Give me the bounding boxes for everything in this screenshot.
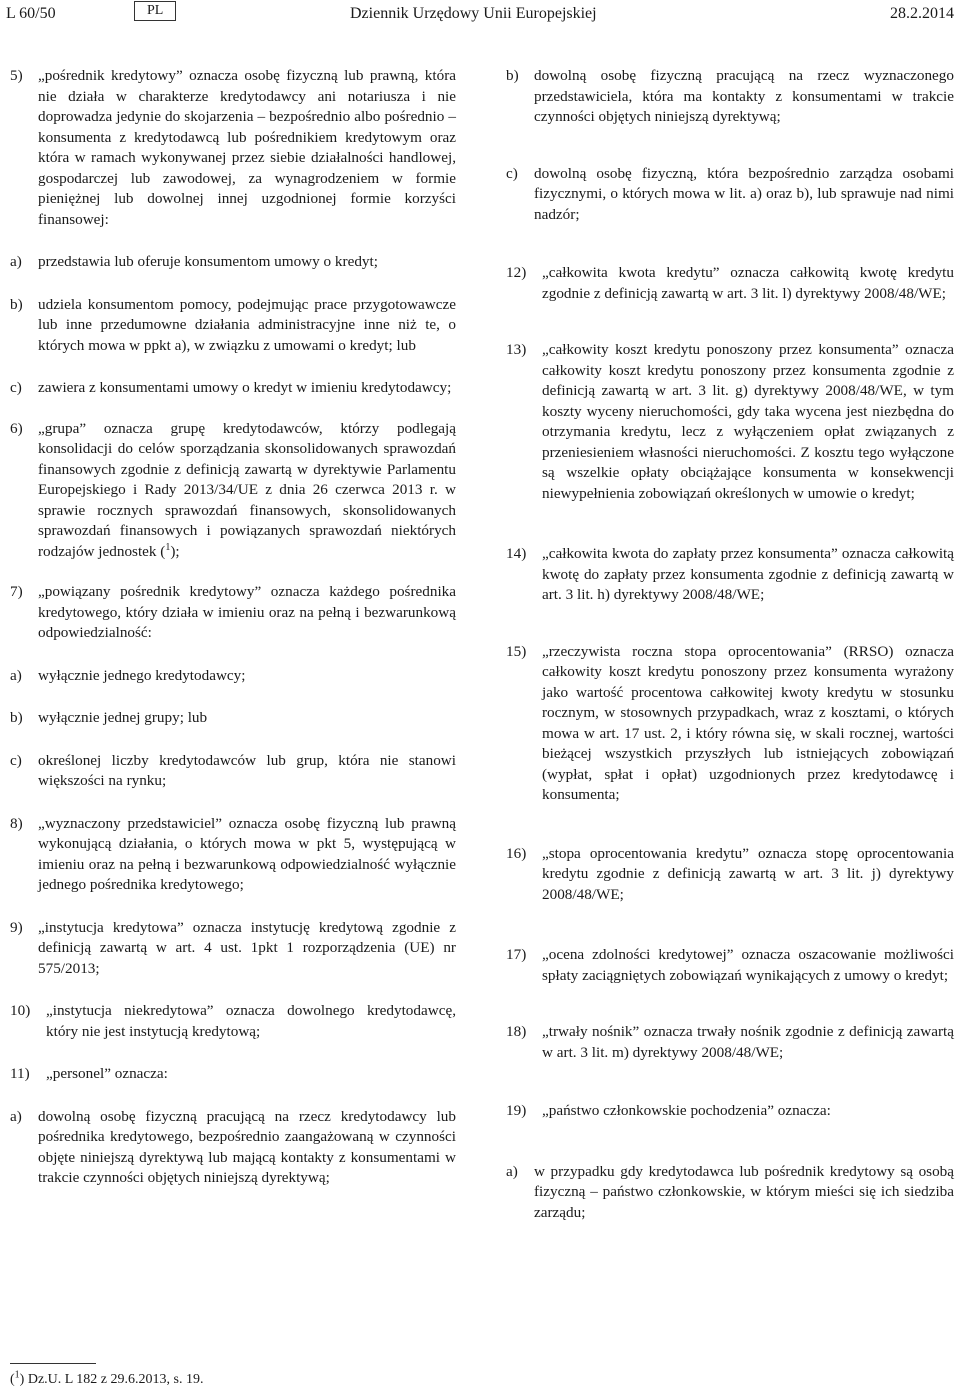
definition-number: 18)	[506, 1023, 527, 1040]
item-letter: c)	[506, 164, 518, 182]
publication-date: 28.2.2014	[890, 5, 954, 22]
definition-number: 16)	[506, 844, 527, 862]
footnote-text: Dz.U. L 182 z 29.6.2013, s. 19.	[24, 1372, 204, 1387]
definition-13	[506, 340, 954, 504]
definition-7a	[10, 666, 456, 687]
footnote-divider	[10, 1363, 96, 1364]
definition-number: 13)	[506, 341, 527, 358]
footnote-marker: 1	[14, 1369, 20, 1381]
definition-number: 15)	[506, 642, 527, 660]
definition-5	[10, 66, 456, 230]
item-letter: b)	[10, 709, 23, 726]
definition-11	[10, 1064, 456, 1085]
definition-number: 6)	[10, 419, 23, 437]
definition-number: 12)	[506, 264, 527, 281]
definition-11c	[506, 164, 954, 226]
definition-text: „całkowity koszt kredytu ponoszony przez konsumenta” oznacza całkowity koszt kredytu ponoszony przez konsumenta zgodnie z definicją zawartą w art. 3 lit. g) dyrektywy 2008/48/WE, w tym koszty wyceny nieruchomości, gdy taka wycena jest niezbędna do otrzymania kredytu, lecz z wyłączeniem opłat związanych z przeniesieniem własności nieruchomości. Z kosztu tego wyłączone są wszelkie opłaty obciążające konsumenta w konsekwencji niewypełnienia zobowiązań określonych w umowie o kredyt;	[542, 341, 954, 502]
definition-7	[10, 582, 456, 644]
definition-8	[10, 814, 456, 896]
definition-number: 19)	[506, 1102, 527, 1119]
definition-5c	[10, 378, 456, 399]
item-text: zawiera z konsumentami umowy o kredyt w imieniu kredytodawcy;	[38, 379, 452, 396]
definition-number: 14)	[506, 545, 527, 562]
item-text: udziela konsumentom pomocy, podejmując prace przygotowawcze lub inne przedumowne działania administracyjne inne niż te, o których mowa w ppkt a), w związku z umowami o kredyt; lub	[38, 295, 456, 354]
definition-17	[506, 945, 954, 986]
page-reference: L 60/50	[6, 5, 56, 22]
definition-text: „grupa” oznacza grupę kredytodawców, którzy podlegają konsolidacji do celów sporządzania skonsolidowanych sprawozdań finansowych zgodnie z definicją zawartą w dyrektywie Parlamentu Europejskiego i Rady 2013/34/UE z dnia 26 czerwca 2013 r. w sprawie rocznych sprawozdań finansowych, skonsolidowanych sprawozdań finansowych i powiązanych sprawozdań niektórych rodzajów jednostek ($^1$);	[38, 419, 456, 560]
item-text: w przypadku gdy kredytodawca lub pośrednik kredytowy są osobą fizyczną – państwo członkowskie, w którym mieści się ich siedziba zarządu;	[534, 1162, 954, 1221]
item-letter: b)	[10, 295, 23, 313]
item-letter: a)	[10, 666, 22, 684]
item-letter: b)	[506, 67, 519, 84]
journal-title: Dziennik Urzędowy Unii Europejskiej	[350, 5, 597, 22]
definition-number: 7)	[10, 583, 23, 600]
footnote: ($^1$) Dz.U. L 182 z 29.6.2013, s. 19.	[10, 1369, 204, 1387]
item-text: wyłącznie jednego kredytodawcy;	[38, 666, 246, 684]
definition-7b	[10, 708, 456, 729]
definition-10	[10, 1001, 456, 1042]
definition-16	[506, 844, 954, 906]
footnote-ref[interactable]: 1	[165, 541, 171, 553]
definition-text: „ocena zdolności kredytowej” oznacza oszacowanie możliwości spłaty zaciągniętych zobowiązań wynikających z umowy o kredyt;	[542, 946, 954, 984]
item-text: określonej liczby kredytodawców lub grup, która nie stanowi większości na rynku;	[38, 751, 456, 789]
item-text: dowolną osobę fizyczną, która bezpośrednio zarządza osobami fizycznymi, o których mowa w lit. a) oraz b), lub sprawuje nad nimi nadzór;	[534, 164, 954, 223]
definition-number: 5)	[10, 67, 23, 84]
right-column	[506, 66, 954, 1223]
definition-text: „powiązany pośrednik kredytowy” oznacza każdego pośrednika kredytowego, który działa w imieniu oraz na pełną i bezwarunkową odpowiedzialność:	[38, 583, 456, 641]
definition-7c	[10, 751, 456, 792]
definition-number: 11)	[10, 1065, 30, 1082]
definition-text: „trwały nośnik” oznacza trwały nośnik zgodnie z definicją zawartą w art. 3 lit. m) dyrektywy 2008/48/WE;	[542, 1023, 954, 1061]
item-letter: a)	[10, 1107, 22, 1125]
definition-6	[10, 419, 456, 563]
definition-5b	[10, 295, 456, 357]
item-text: przedstawia lub oferuje konsumentom umowy o kredyt;	[38, 253, 378, 270]
definition-12	[506, 263, 954, 304]
definition-text: „instytucja kredytowa” oznacza instytucję kredytową zgodnie z definicją zawartą w art. 4 ust. 1pkt 1 rozporządzenia (UE) nr 575/2013;	[38, 918, 456, 977]
definition-text: „personel” oznacza:	[46, 1065, 168, 1082]
definition-19	[506, 1101, 954, 1122]
language-badge: PL	[134, 1, 176, 21]
definition-number: 10)	[10, 1002, 31, 1019]
item-letter: c)	[10, 379, 22, 396]
definition-number: 9)	[10, 918, 23, 936]
item-text: dowolną osobę fizyczną pracującą na rzecz kredytodawcy lub pośrednika kredytowego, bezpośrednio zaangażowaną w czynności objęte niniejszą dyrektywą lub mającą kontakty z konsumentami w trakcie czynności objętych niniejszą dyrektywą;	[38, 1107, 456, 1186]
definition-text: „całkowita kwota do zapłaty przez konsumenta” oznacza całkowitą kwotę do zapłaty przez konsumenta zgodnie z definicją zawartą w art. 3 lit. h) dyrektywy 2008/48/WE;	[542, 545, 954, 603]
left-column	[10, 66, 456, 1189]
item-letter: a)	[10, 253, 22, 270]
definition-text: „wyznaczony przedstawiciel” oznacza osobę fizyczną lub prawną wykonującą działania, o których mowa w pkt 5, występującą w imieniu oraz na pełną i bezwarunkową odpowiedzialność wyłącznie jednego pośrednika kredytowego;	[38, 814, 456, 893]
item-text: dowolną osobę fizyczną pracującą na rzecz wyznaczonego przedstawiciela, która ma kontakty z konsumentami w trakcie czynności objętych niniejszą dyrektywą;	[534, 67, 954, 125]
journal-header	[0, 0, 960, 28]
definition-9	[10, 918, 456, 980]
definition-number: 8)	[10, 814, 23, 832]
definition-15	[506, 642, 954, 806]
item-text: wyłącznie jednej grupy; lub	[38, 709, 208, 726]
definition-14	[506, 544, 954, 606]
definition-11a	[10, 1107, 456, 1189]
definition-18	[506, 1022, 954, 1063]
definition-text: „instytucja niekredytowa” oznacza dowolnego kredytodawcę, który nie jest instytucją kredytową;	[46, 1002, 456, 1040]
definition-text: „pośrednik kredytowy” oznacza osobę fizyczną lub prawną, która nie działa w charakterze kredytodawcy ani notariusza i nie doprowadza jedynie do skojarzenia – bezpośrednio albo pośrednio – konsumenta z kredytodawcą lub pośrednikiem kredytowym oraz która w ramach wykonywanej przez siebie działalności handlowej, gospodarczej lub zawodowej, za wynagrodzeniem w formie pieniężnej lub dowolnej innej uzgodnionej formie korzyści finansowej:	[38, 67, 456, 228]
definition-number: 17)	[506, 946, 527, 963]
definition-19a	[506, 1162, 954, 1224]
definition-text: „stopa oprocentowania kredytu” oznacza stopę oprocentowania kredytu zgodnie z definicją zawartą w art. 3 lit. j) dyrektywy 2008/48/WE;	[542, 844, 954, 903]
definition-5a	[10, 252, 456, 273]
definition-text: „państwo członkowskie pochodzenia” oznacza:	[542, 1102, 831, 1119]
definition-text: „rzeczywista roczna stopa oprocentowania” (RRSO) oznacza całkowity koszt kredytu ponoszony przez konsumenta wyrażony jako wartość procentowa całkowitej kwoty kredytu w stosunku rocznym, w stosownych przypadkach, wraz z kosztami, o których mowa w art. 17 ust. 2, i który równa się, w skali rocznej, wartości bieżącej wszystkich przyszłych lub istniejących zobowiązań (wypłat, spłat i opłat) uzgodnionych przez kredytodawcę i konsumenta;	[542, 642, 954, 803]
definition-11b	[506, 66, 954, 128]
item-letter: c)	[10, 751, 22, 769]
definition-text: „całkowita kwota kredytu” oznacza całkowitą kwotę kredytu zgodnie z definicją zawartą w art. 3 lit. l) dyrektywy 2008/48/WE;	[542, 264, 954, 302]
item-letter: a)	[506, 1162, 518, 1180]
